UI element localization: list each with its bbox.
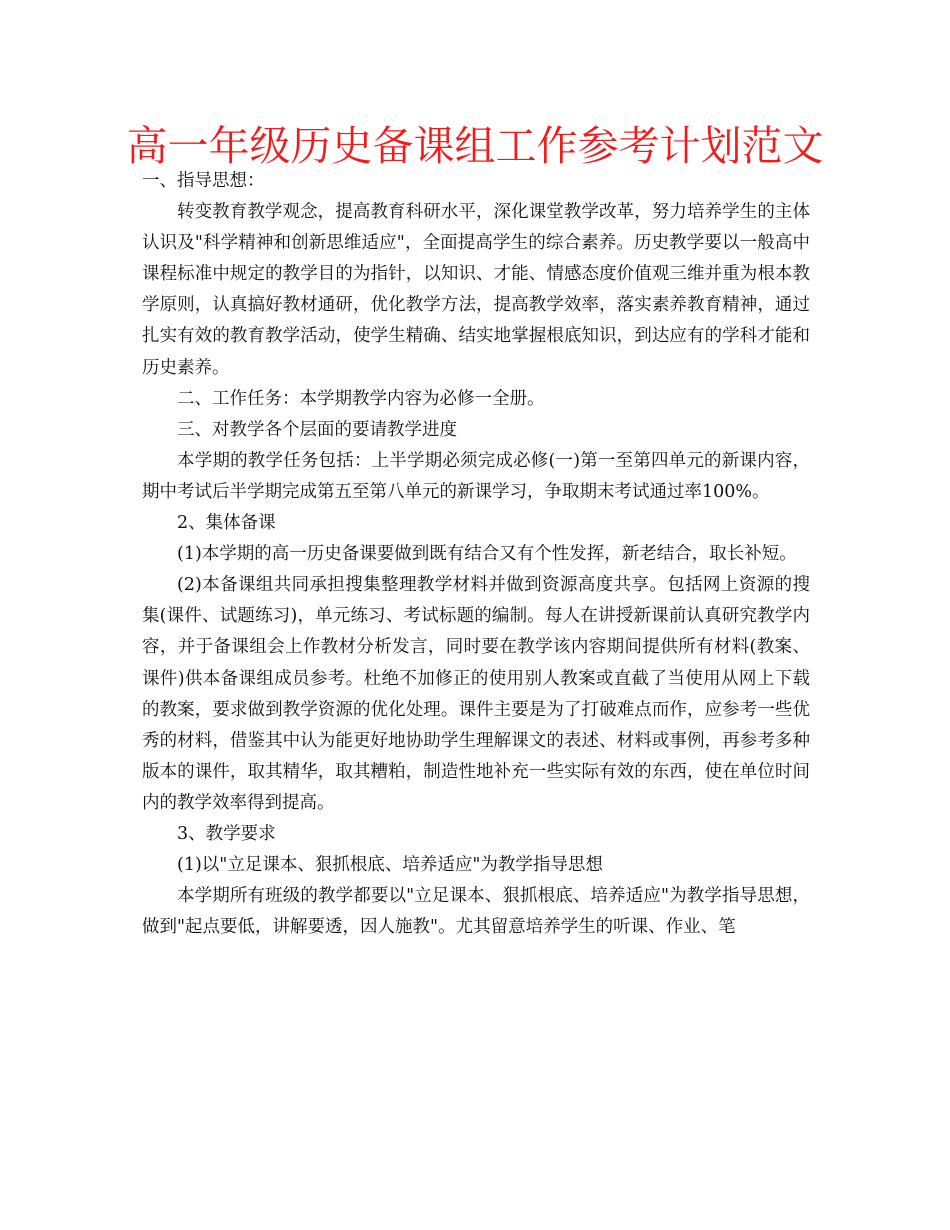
- paragraph-teaching-schedule: 本学期的教学任务包括：上半学期必须完成必修(一)第一至第四单元的新课内容，期中考试后半学期完成第五至第八单元的新课学习，争取期末考试通过率100%。: [142, 450, 810, 502]
- paragraph-requirement-item-1: (1)以"立足课本、狠抓根底、培养适应"为教学指导思想: [177, 855, 603, 876]
- paragraph-work-task: 二、工作任务：本学期教学内容为必修一全册。: [177, 388, 545, 409]
- section-heading-guiding-thought: 一、指导思想：: [142, 171, 265, 191]
- subheading-collective-preparation: 2、集体备课: [177, 513, 276, 534]
- document-body: [142, 166, 810, 943]
- paragraph-guiding-thought: 转变教育教学观念，提高教育科研水平，深化课堂教学改革，努力培养学生的主体认识及"科学精神和创新思维适应"，全面提高学生的综合素养。历史教学要以一般高中课程标准中规定的教学目的为指针，以知识、才能、情感态度价值观三维并重为根本教学原则，认真搞好教材通研，优化教学方法，提高教学效率，落实素养教育精神，通过扎实有效的教育教学活动，使学生精确、结实地掌握根底知识，到达应有的学科才能和历史素养。: [142, 202, 810, 378]
- subheading-teaching-requirements: 3、教学要求: [177, 823, 276, 844]
- paragraph-requirement-detail: 本学期所有班级的教学都要以"立足课本、狠抓根底、培养适应"为教学指导思想，做到"起点要低，讲解要透，因人施教"。尤其留意培养学生的听课、作业、笔: [142, 886, 810, 938]
- document-title: 高一年级历史备课组工作参考计划范文: [126, 122, 824, 170]
- paragraph-preparation-item-2: (2)本备课组共同承担搜集整理教学材料并做到资源高度共享。包括网上资源的搜集(课件、试题练习)，单元练习、考试标题的编制。每人在讲授新课前认真研究教学内容，并于备课组会上作教材分析发言，同时要在教学该内容期间提供所有材料(教案、课件)供本备课组成员参考。杜绝不加修正的使用别人教案或直截了当使用从网上下载的教案，要求做到教学资源的优化处理。课件主要是为了打破难点而作，应参考一些优秀的材料，借鉴其中认为能更好地协助学生理解课文的表述、材料或事例，再参考多种版本的课件，取其精华，取其糟粕，制造性地补充一些实际有效的东西，使在单位时间内的教学效率得到提高。: [142, 575, 810, 813]
- section-heading-teaching-requirements: 三、对教学各个层面的要请教学进度: [177, 419, 457, 440]
- paragraph-preparation-item-1: (1)本学期的高一历史备课要做到既有结合又有个性发挥，新老结合，取长补短。: [177, 544, 797, 565]
